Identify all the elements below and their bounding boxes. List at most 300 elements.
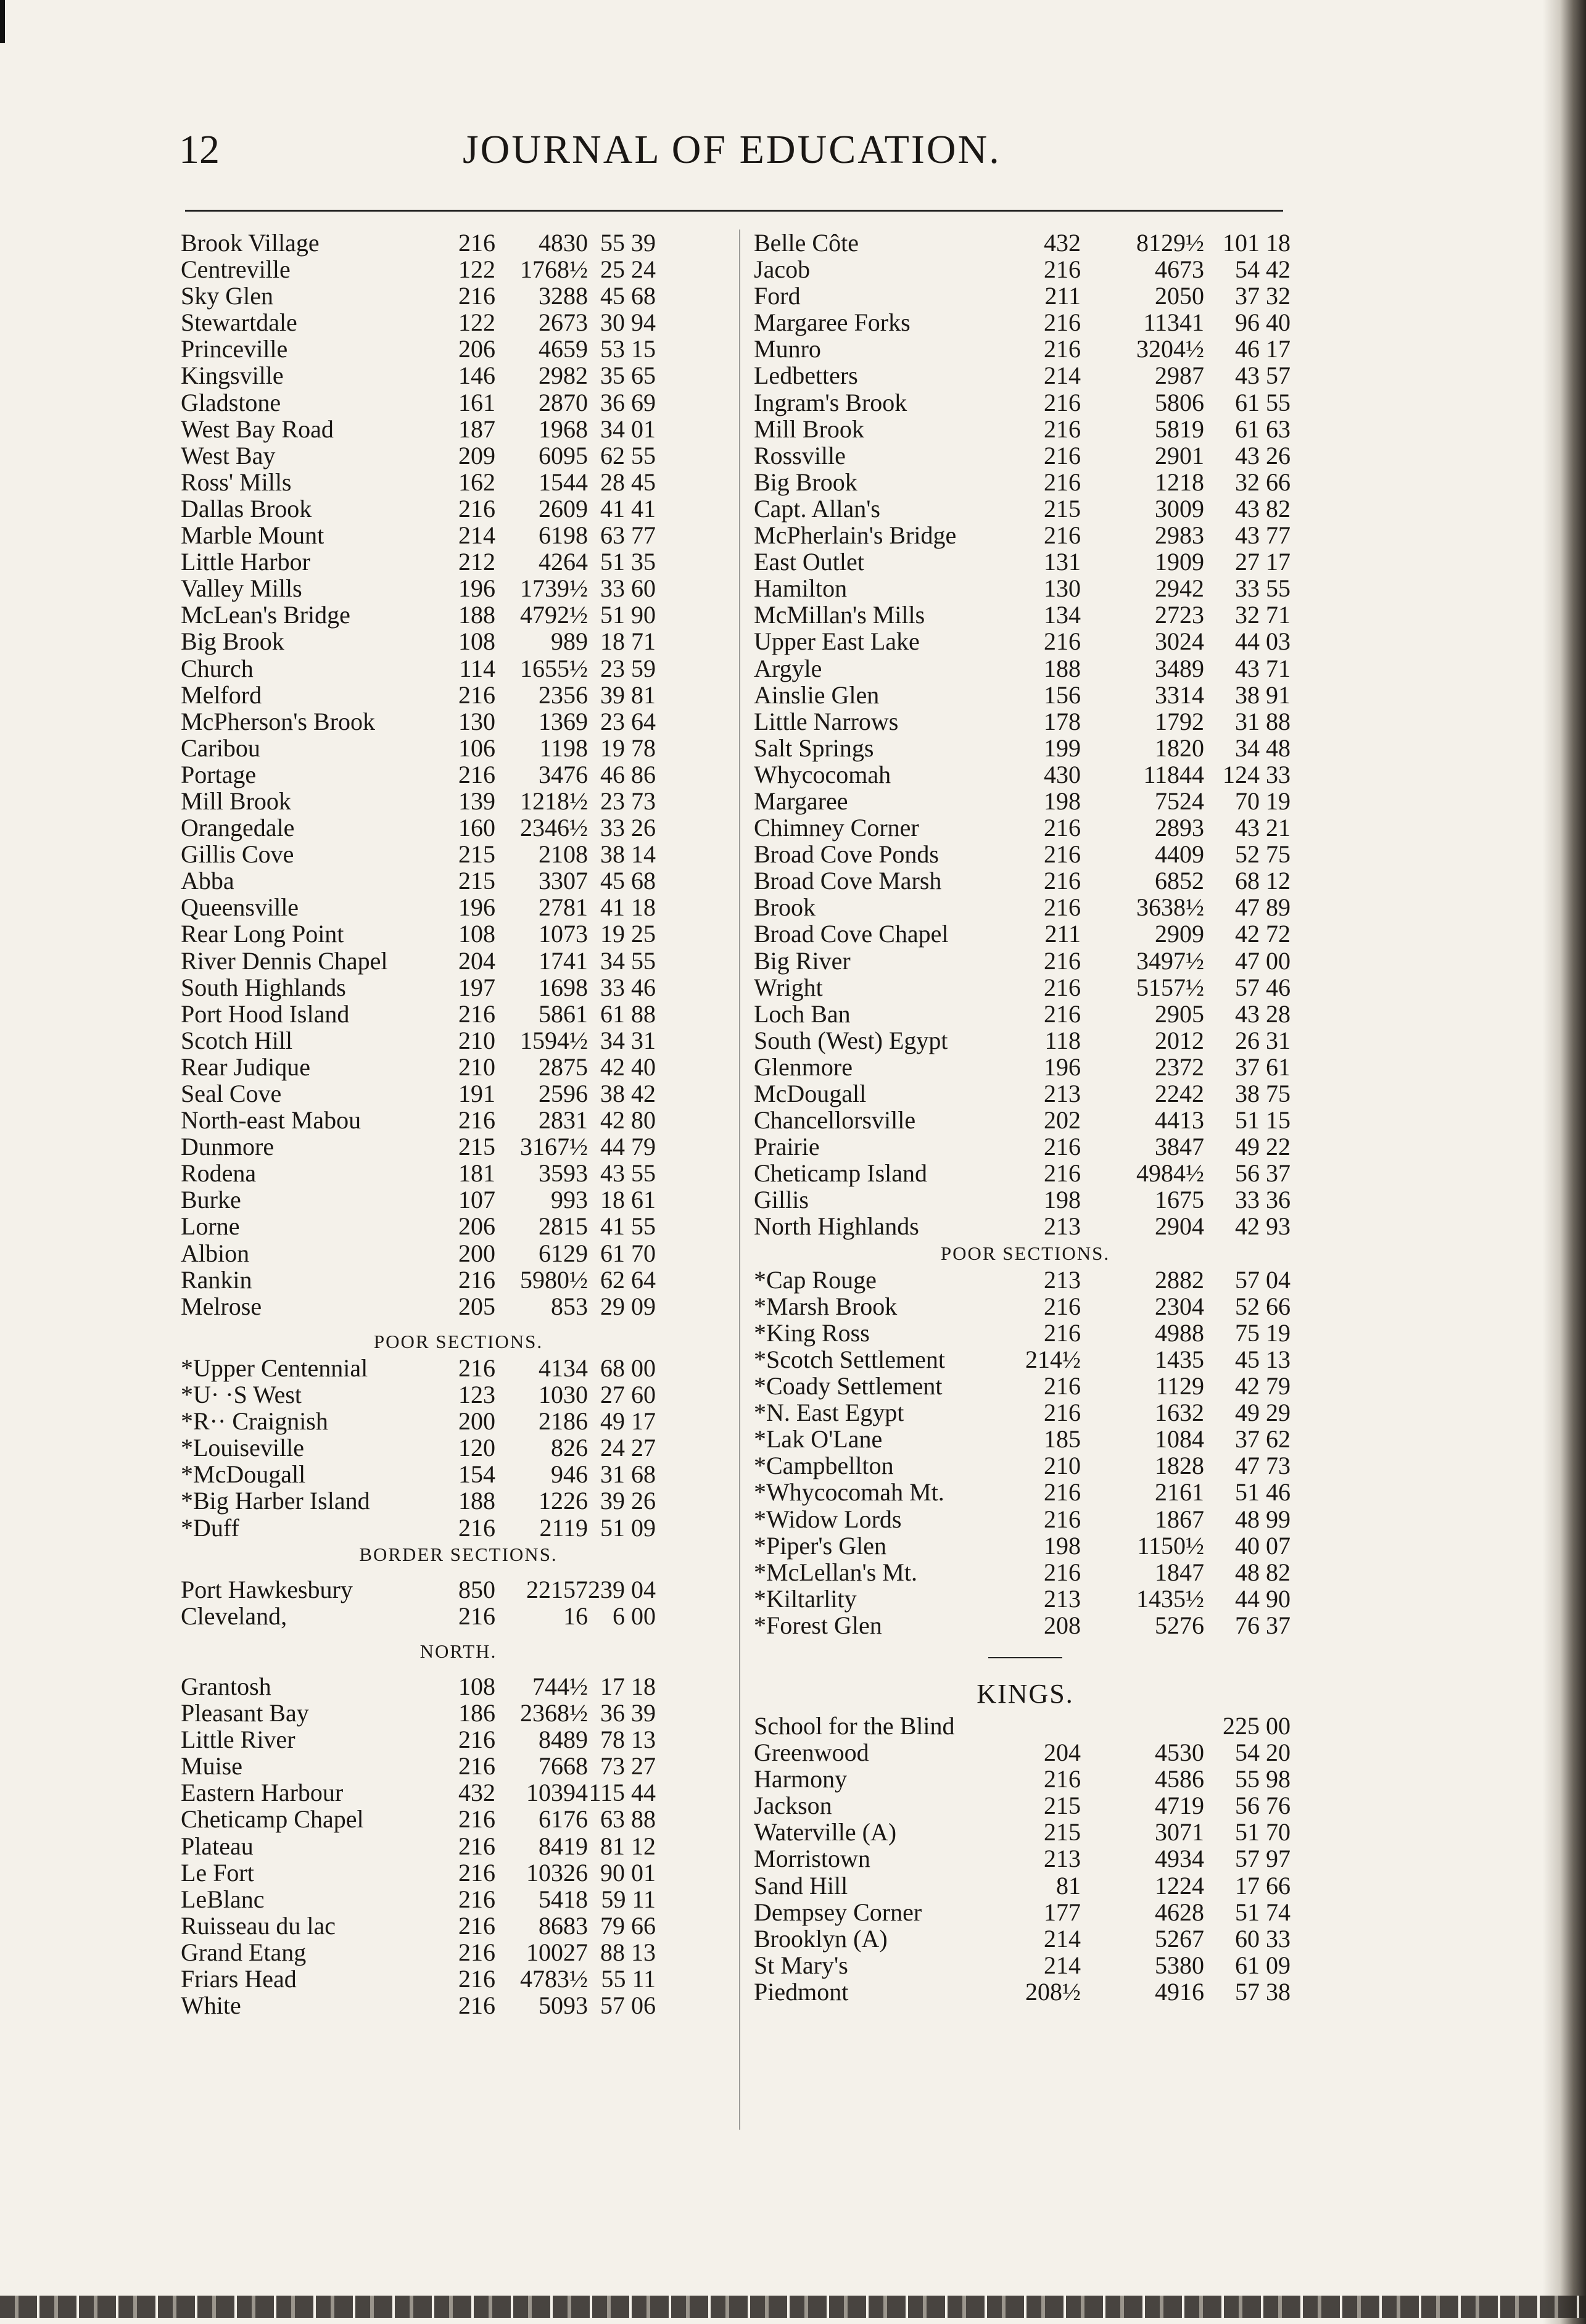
grant-amount: 27 17	[1235, 548, 1291, 576]
table-row	[181, 1700, 736, 1726]
grant-amount: 43 28	[1235, 999, 1291, 1028]
attendance: 5380	[1155, 1951, 1204, 1979]
days-taught: 211	[1044, 282, 1081, 310]
days-taught: 216	[458, 1832, 495, 1860]
days-taught: 216	[458, 1991, 495, 2020]
right-poor-table	[754, 1267, 1297, 1639]
grant-amount: 38 91	[1235, 680, 1291, 709]
table-row	[754, 522, 1297, 548]
grant-amount: 43 21	[1235, 814, 1291, 842]
table-row	[181, 1886, 736, 1913]
grant-amount: 49 29	[1235, 1399, 1291, 1427]
grant-amount: 79 66	[600, 1911, 656, 1940]
attendance: 2909	[1155, 920, 1204, 948]
attendance: 4783½	[520, 1965, 588, 1993]
section-name: Rodena	[181, 1159, 257, 1188]
grant-amount: 42 40	[600, 1052, 656, 1081]
section-name: River Dennis Chapel	[181, 946, 388, 975]
days-taught: 196	[458, 893, 495, 922]
attendance: 4530	[1155, 1739, 1204, 1767]
days-taught: 122	[458, 255, 495, 284]
grant-amount: 68 00	[600, 1354, 656, 1382]
section-name: Cheticamp Island	[754, 1159, 928, 1188]
section-name: Orangedale	[181, 814, 295, 842]
attendance: 4628	[1155, 1898, 1204, 1926]
table-row	[181, 230, 736, 256]
table-row	[754, 469, 1297, 495]
days-taught: 216	[1044, 415, 1081, 443]
right-poor-sections-heading: POOR SECTIONS.	[940, 1242, 1110, 1264]
days-taught: 160	[458, 814, 495, 842]
attendance: 2901	[1155, 441, 1204, 469]
attendance: 2942	[1155, 574, 1204, 603]
days-taught: 216	[458, 1938, 495, 1966]
grant-amount: 43 82	[1235, 494, 1291, 523]
grant-amount: 73 27	[600, 1752, 656, 1780]
attendance: 6852	[1155, 867, 1204, 895]
section-name: Gillis Cove	[181, 840, 294, 869]
attendance: 3593	[539, 1159, 588, 1188]
attendance: 6095	[539, 441, 588, 469]
grant-amount: 68 12	[1235, 867, 1291, 895]
section-name: Little Narrows	[754, 707, 899, 735]
table-row	[181, 1487, 736, 1514]
table-row	[181, 602, 736, 628]
section-name: Le Fort	[181, 1858, 254, 1887]
section-name: Morristown	[754, 1845, 870, 1873]
grant-amount: 43 26	[1235, 441, 1291, 469]
table-row	[181, 522, 736, 548]
days-taught: 108	[458, 1672, 495, 1700]
attendance: 1741	[539, 946, 588, 975]
days-taught: 216	[458, 1265, 495, 1294]
attendance: 4659	[539, 335, 588, 363]
attendance: 22157	[526, 1575, 588, 1603]
attendance: 2119	[539, 1513, 588, 1542]
grant-amount: 39 81	[600, 680, 656, 709]
grant-amount: 52 75	[1235, 840, 1291, 869]
section-name: Sky Glen	[181, 282, 273, 310]
grant-amount: 57 46	[1235, 973, 1291, 1001]
grant-amount: 31 88	[1235, 707, 1291, 735]
table-row	[754, 1426, 1297, 1452]
days-taught: 118	[1044, 1026, 1081, 1054]
grant-amount: 59 11	[601, 1885, 656, 1913]
section-name: Greenwood	[754, 1739, 869, 1767]
days-taught: 216	[1044, 1505, 1081, 1533]
grant-amount: 45 68	[600, 282, 656, 310]
grant-amount: 48 99	[1235, 1505, 1291, 1533]
days-taught: 146	[458, 362, 495, 390]
section-name: Rossville	[754, 441, 846, 469]
days-taught: 199	[1044, 734, 1081, 762]
attendance: 2304	[1155, 1292, 1204, 1320]
days-taught: 215	[1044, 1818, 1081, 1846]
attendance: 1435½	[1136, 1584, 1204, 1613]
table-row	[754, 1320, 1297, 1346]
attendance: 1218½	[520, 787, 588, 815]
table-row	[754, 920, 1297, 947]
table-row	[754, 442, 1297, 469]
section-name: Margaree Forks	[754, 308, 911, 337]
page-number: 12	[179, 127, 220, 172]
section-name: *Lak O'Lane	[754, 1425, 883, 1454]
days-taught: 81	[1056, 1871, 1081, 1900]
section-name: West Bay	[181, 441, 276, 469]
border-table	[181, 1576, 736, 1629]
table-row	[181, 1939, 736, 1966]
section-name: Caribou	[181, 734, 260, 762]
table-row	[754, 1979, 1297, 2005]
grant-amount: 57 97	[1235, 1845, 1291, 1873]
days-taught: 196	[458, 574, 495, 603]
section-name: *Coady Settlement	[754, 1372, 943, 1400]
days-taught: 215	[458, 1133, 495, 1161]
table-row	[181, 442, 736, 469]
table-row	[181, 761, 736, 788]
section-name: *Cap Rouge	[754, 1265, 877, 1294]
section-name: Broad Cove Ponds	[754, 840, 939, 869]
section-name: *Big Harber Island	[181, 1487, 370, 1515]
grant-amount: 38 14	[600, 840, 656, 869]
attendance: 3307	[539, 867, 588, 895]
table-row	[181, 336, 736, 362]
days-taught: 206	[458, 1212, 495, 1241]
grant-amount: 32 71	[1235, 601, 1291, 629]
days-taught: 211	[1044, 920, 1081, 948]
days-taught: 216	[1044, 441, 1081, 469]
grant-amount: 46 17	[1235, 335, 1291, 363]
section-name: McDougall	[754, 1080, 867, 1107]
table-row	[181, 1355, 736, 1381]
grant-amount: 124 33	[1223, 760, 1291, 788]
grant-amount: 44 90	[1235, 1584, 1291, 1613]
attendance: 2781	[539, 893, 588, 922]
table-row	[181, 628, 736, 655]
section-name: Mill Brook	[754, 415, 864, 443]
days-taught: 216	[458, 1513, 495, 1542]
table-row	[181, 682, 736, 708]
section-name: Big Brook	[181, 627, 284, 656]
attendance: 5093	[539, 1991, 588, 2020]
section-name: Ingram's Brook	[754, 388, 907, 416]
section-name: *Piper's Glen	[754, 1531, 886, 1560]
days-taught: 216	[458, 229, 495, 257]
section-name: West Bay Road	[181, 415, 334, 443]
attendance: 1632	[1155, 1399, 1204, 1427]
table-row	[754, 416, 1297, 442]
table-row	[181, 1726, 736, 1753]
table-row	[181, 788, 736, 814]
section-name: McMillan's Mills	[754, 601, 925, 629]
grant-amount: 33 26	[600, 814, 656, 842]
section-name: Melrose	[181, 1292, 262, 1320]
days-taught: 188	[1044, 654, 1081, 682]
attendance: 1073	[539, 920, 588, 948]
days-taught: 216	[1044, 999, 1081, 1028]
section-name: Albion	[181, 1239, 250, 1267]
table-row	[181, 548, 736, 575]
grant-amount: 96 40	[1235, 308, 1291, 337]
table-row	[181, 1779, 736, 1806]
days-taught: 216	[1044, 1159, 1081, 1188]
days-taught: 108	[458, 920, 495, 948]
section-name: Prairie	[754, 1133, 820, 1161]
journal-title: JOURNAL OF EDUCATION.	[463, 127, 1001, 172]
section-name: *Marsh Brook	[754, 1292, 898, 1320]
days-taught: 216	[1044, 1399, 1081, 1427]
attendance: 1867	[1155, 1505, 1204, 1533]
days-taught: 186	[458, 1699, 495, 1727]
days-taught: 216	[1044, 973, 1081, 1001]
attendance: 1198	[539, 734, 588, 762]
days-taught: 106	[458, 734, 495, 762]
section-name: *Scotch Settlement	[754, 1345, 945, 1373]
table-row	[754, 1346, 1297, 1373]
table-row	[754, 1506, 1297, 1532]
attendance: 1226	[539, 1487, 588, 1515]
section-name: Big Brook	[754, 468, 857, 496]
attendance: 2356	[539, 680, 588, 709]
section-name: Munro	[754, 335, 821, 363]
attendance: 1675	[1155, 1186, 1204, 1214]
grant-amount: 24 27	[600, 1434, 656, 1462]
table-row	[181, 1753, 736, 1779]
grant-amount: 33 55	[1235, 574, 1291, 603]
days-taught: 204	[458, 946, 495, 975]
section-name: Capt. Allan's	[754, 494, 880, 523]
grant-amount: 39 26	[600, 1487, 656, 1515]
grant-amount: 88 13	[600, 1938, 656, 1966]
table-row	[754, 495, 1297, 522]
grant-amount: 57 04	[1235, 1265, 1291, 1294]
grant-amount: 55 98	[1235, 1765, 1291, 1793]
attendance: 1828	[1155, 1452, 1204, 1480]
section-dash	[754, 1639, 1297, 1676]
table-row	[754, 1559, 1297, 1586]
attendance: 1968	[539, 415, 588, 443]
section-name: Friars Head	[181, 1965, 297, 1993]
days-taught: 430	[1044, 760, 1081, 788]
table-row	[754, 1160, 1297, 1186]
section-name: Whycocomah	[754, 760, 891, 788]
kings-table	[754, 1713, 1297, 2005]
section-name: Church	[181, 654, 254, 682]
days-taught: 156	[1044, 680, 1081, 709]
section-name: Dunmore	[181, 1133, 275, 1161]
right-column	[754, 230, 1297, 2005]
days-taught: 216	[1044, 814, 1081, 842]
attendance: 2161	[1155, 1478, 1204, 1507]
grant-amount: 23 73	[600, 787, 656, 815]
days-taught: 130	[1044, 574, 1081, 603]
attendance: 1218	[1155, 468, 1204, 496]
table-row	[181, 894, 736, 920]
table-row	[181, 1913, 736, 1939]
grant-amount: 43 57	[1235, 362, 1291, 390]
table-row	[754, 1713, 1297, 1739]
days-taught: 131	[1044, 548, 1081, 576]
attendance: 3489	[1155, 654, 1204, 682]
attendance: 3476	[539, 760, 588, 788]
table-row	[754, 1373, 1297, 1399]
grant-amount: 47 00	[1235, 946, 1291, 975]
days-taught: 139	[458, 787, 495, 815]
section-name: *R·· Craignish	[181, 1407, 328, 1436]
attendance: 1369	[539, 707, 588, 735]
grant-amount: 51 90	[600, 601, 656, 629]
attendance: 946	[551, 1460, 588, 1489]
days-taught: 202	[1044, 1106, 1081, 1135]
attendance: 5276	[1155, 1611, 1204, 1639]
section-name: Princeville	[181, 335, 288, 363]
days-taught: 213	[1044, 1845, 1081, 1873]
attendance: 11844	[1143, 760, 1204, 788]
days-taught: 210	[458, 1026, 495, 1054]
attendance: 1150½	[1137, 1531, 1204, 1560]
section-name: Brook Village	[181, 229, 320, 257]
days-taught: 213	[1044, 1080, 1081, 1107]
attendance: 2870	[539, 388, 588, 416]
days-taught: 130	[458, 707, 495, 735]
table-row	[181, 1027, 736, 1054]
grant-amount: 18 71	[600, 627, 656, 656]
days-taught: 432	[1044, 229, 1081, 257]
section-name: Marble Mount	[181, 521, 324, 550]
attendance: 744½	[532, 1672, 588, 1700]
table-row	[754, 841, 1297, 867]
days-taught: 205	[458, 1292, 495, 1320]
table-row	[754, 362, 1297, 389]
grant-amount: 43 77	[1235, 521, 1291, 550]
days-taught: 162	[458, 468, 495, 496]
attendance: 4934	[1155, 1845, 1204, 1873]
attendance: 1435	[1155, 1345, 1204, 1373]
table-row	[181, 1992, 736, 2019]
attendance: 8419	[539, 1832, 588, 1860]
north-table	[181, 1673, 736, 2019]
grant-amount: 42 93	[1235, 1212, 1291, 1241]
table-row	[754, 788, 1297, 814]
grant-amount: 28 45	[600, 468, 656, 496]
table-row	[181, 814, 736, 841]
attendance: 8489	[539, 1726, 588, 1754]
section-name: *Louiseville	[181, 1434, 304, 1462]
table-row	[754, 1479, 1297, 1505]
days-taught: 191	[458, 1080, 495, 1107]
days-taught: 216	[1044, 946, 1081, 975]
section-name: Ruisseau du lac	[181, 1911, 336, 1940]
section-name: Gladstone	[181, 388, 281, 416]
table-row	[754, 1080, 1297, 1107]
attendance: 4134	[539, 1354, 588, 1382]
table-row	[754, 1267, 1297, 1293]
table-row	[181, 1160, 736, 1186]
table-row	[181, 1186, 736, 1213]
table-row	[754, 1819, 1297, 1845]
table-row	[181, 362, 736, 389]
scan-bottom-edge	[0, 2296, 1586, 2318]
days-taught: 216	[1044, 335, 1081, 363]
grant-amount: 225 00	[1223, 1711, 1291, 1740]
table-row	[754, 682, 1297, 708]
table-row	[754, 1054, 1297, 1080]
attendance: 4988	[1155, 1318, 1204, 1347]
grant-amount: 239 04	[588, 1575, 656, 1603]
grant-amount: 38 75	[1235, 1080, 1291, 1107]
days-taught: 213	[1044, 1212, 1081, 1241]
section-name: *Upper Centennial	[181, 1354, 368, 1382]
section-name: *King Ross	[754, 1318, 870, 1347]
days-taught: 432	[458, 1779, 495, 1807]
table-row	[754, 814, 1297, 841]
days-taught: 200	[458, 1239, 495, 1267]
grant-amount: 30 94	[600, 308, 656, 337]
left-column	[181, 230, 736, 2019]
table-row	[181, 867, 736, 894]
attendance: 2596	[539, 1080, 588, 1107]
table-row	[754, 1213, 1297, 1239]
grant-amount: 33 46	[600, 973, 656, 1001]
days-taught: 216	[1044, 1292, 1081, 1320]
table-row	[754, 1925, 1297, 1952]
table-row	[181, 283, 736, 309]
days-taught: 214	[458, 521, 495, 550]
attendance: 10027	[526, 1938, 588, 1966]
section-name: Port Hawkesbury	[181, 1575, 353, 1603]
section-name: Little Harbor	[181, 548, 310, 576]
attendance: 3847	[1155, 1133, 1204, 1161]
north-heading: NORTH.	[419, 1640, 497, 1662]
table-row	[754, 1293, 1297, 1320]
table-row	[181, 1080, 736, 1107]
attendance: 1224	[1155, 1871, 1204, 1900]
attendance: 7668	[539, 1752, 588, 1780]
section-name: Queensville	[181, 893, 299, 922]
grant-amount: 56 76	[1235, 1792, 1291, 1820]
grant-amount: 61 55	[1235, 388, 1291, 416]
days-taught: 185	[1044, 1425, 1081, 1454]
section-name: St Mary's	[754, 1951, 848, 1979]
section-name: Plateau	[181, 1832, 254, 1860]
attendance: 2050	[1155, 282, 1204, 310]
section-name: Gillis	[754, 1186, 809, 1214]
table-row	[754, 1739, 1297, 1766]
days-taught: 216	[458, 1752, 495, 1780]
days-taught: 215	[1044, 494, 1081, 523]
table-row	[754, 1612, 1297, 1639]
left-poor-sections-heading: POOR SECTIONS.	[373, 1330, 543, 1352]
left-main-table	[181, 230, 736, 1320]
grant-amount: 52 66	[1235, 1292, 1291, 1320]
section-name: South Highlands	[181, 973, 346, 1001]
grant-amount: 70 19	[1235, 787, 1291, 815]
grant-amount: 23 64	[600, 707, 656, 735]
attendance: 8129½	[1136, 229, 1204, 257]
table-row	[754, 1186, 1297, 1213]
days-taught: 216	[458, 1354, 495, 1382]
days-taught: 216	[1044, 468, 1081, 496]
days-taught: 215	[458, 867, 495, 895]
days-taught: 216	[458, 680, 495, 709]
section-name: McPherson's Brook	[181, 707, 375, 735]
grant-amount: 54 42	[1235, 255, 1291, 284]
grant-amount: 45 68	[600, 867, 656, 895]
grant-amount: 101 18	[1223, 229, 1291, 257]
attendance: 8683	[539, 1911, 588, 1940]
table-row	[181, 575, 736, 602]
table-row	[181, 1966, 736, 1992]
